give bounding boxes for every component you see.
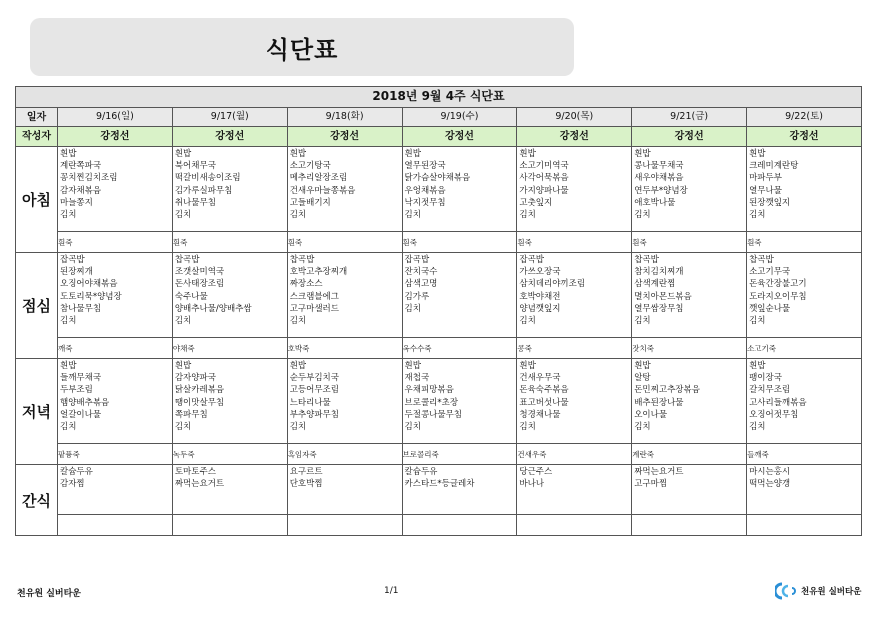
breakfast-porridge: 흰죽 xyxy=(517,232,632,253)
dish-item: 흰밥 xyxy=(519,361,536,371)
lunch-porridge: 야채죽 xyxy=(172,338,287,359)
day-date: 9/20(목) xyxy=(517,108,632,127)
dish-item: 김치 xyxy=(519,210,536,221)
dish-item: 흰밥 xyxy=(634,149,651,159)
breakfast-porridge: 흰죽 xyxy=(747,232,862,253)
dish-item: 고구마찜 xyxy=(634,479,668,490)
dish-item: 쪽파무침 xyxy=(174,409,208,420)
dish-item: 칼슘두유 xyxy=(404,467,438,477)
dish-list xyxy=(747,359,861,434)
dish-item: 재첩국 xyxy=(404,373,430,384)
dish-item: 삼치데리야끼조림 xyxy=(519,279,586,290)
dish-list xyxy=(58,359,172,434)
dish-item: 표고버섯나물 xyxy=(519,397,569,408)
dish-item: 된장깻잎지 xyxy=(749,197,791,208)
dish-item: 김치 xyxy=(634,422,651,433)
dinner-porridge: 녹두죽 xyxy=(172,444,287,465)
dish-list xyxy=(517,253,631,328)
snack-porridge xyxy=(402,515,517,536)
dish-list xyxy=(632,147,746,222)
dish-item: 마늘쫑지 xyxy=(60,197,93,208)
lunch-cell xyxy=(172,253,287,338)
dish-item: 흰밥 xyxy=(174,149,192,159)
day-writer: 강정선 xyxy=(747,127,862,147)
dinner-cell xyxy=(517,359,632,444)
dish-item: 된장찌개 xyxy=(60,267,93,278)
snack-cell xyxy=(58,465,173,515)
dinner-side-row xyxy=(16,444,862,465)
lunch-porridge: 깨죽 xyxy=(58,338,173,359)
dish-item: 청경채나물 xyxy=(519,409,561,420)
dish-list xyxy=(288,359,402,434)
dish-item: 흰밥 xyxy=(60,361,77,371)
lunch-cell xyxy=(632,253,747,338)
dish-item: 갈치무조림 xyxy=(749,385,791,396)
snack-label: 간식 xyxy=(16,465,58,536)
dish-item: 삼색고명 xyxy=(404,279,438,290)
title-banner xyxy=(30,18,574,76)
dish-item: 돈육간장불고기 xyxy=(749,279,807,290)
breakfast-label: 아침 xyxy=(16,147,58,253)
dish-item: 김치 xyxy=(404,210,421,221)
snack-cell xyxy=(402,465,517,515)
dish-item: 사각어묵볶음 xyxy=(519,173,569,184)
dish-item: 오징어젓무침 xyxy=(749,409,799,420)
snack-cell xyxy=(747,465,862,515)
lunch-side-row xyxy=(16,338,862,359)
dish-item: 우엉채볶음 xyxy=(404,185,446,196)
dish-list xyxy=(173,253,287,328)
snack-cell xyxy=(172,465,287,515)
dish-item: 감자찜 xyxy=(60,479,85,490)
lunch-cell xyxy=(287,253,402,338)
dinner-porridge: 들깨죽 xyxy=(747,444,862,465)
dish-item: 김치 xyxy=(174,422,192,433)
dish-item: 조갯살미역국 xyxy=(174,267,225,278)
dish-item: 찹곡밥 xyxy=(634,255,659,265)
dish-item: 김치 xyxy=(60,422,77,433)
dish-item: 흰밥 xyxy=(289,361,307,371)
dish-item: 흰밥 xyxy=(519,149,536,159)
lunch-porridge: 소고기죽 xyxy=(747,338,862,359)
dish-item: 바나나 xyxy=(519,479,545,490)
dish-item: 김치 xyxy=(174,210,192,221)
dish-item: 가쓰오장국 xyxy=(519,267,561,278)
breakfast-cell xyxy=(172,147,287,232)
dish-item: 칼슘두유 xyxy=(60,467,93,477)
dish-item: 양배추나물/양배추쌈 xyxy=(174,303,252,314)
dish-item: 브로콜리*초장 xyxy=(404,397,459,408)
writer-row xyxy=(16,127,862,147)
dish-list xyxy=(288,253,402,328)
lunch-cell xyxy=(402,253,517,338)
dish-item: 알탕 xyxy=(634,373,651,384)
dish-item: 닭살카레볶음 xyxy=(174,385,225,396)
dish-item: 고들배기지 xyxy=(289,197,331,208)
dish-item: 얼갈이나물 xyxy=(60,409,102,420)
dinner-cell xyxy=(632,359,747,444)
dish-item: 떡갈비새송이조림 xyxy=(174,173,241,184)
snack-cell xyxy=(517,465,632,515)
day-date: 9/19(수) xyxy=(402,108,517,127)
day-writer: 강정선 xyxy=(58,127,173,147)
breakfast-cell xyxy=(287,147,402,232)
date-row xyxy=(16,108,862,127)
meal-plan-table xyxy=(15,86,862,536)
dish-item: 찹곡밥 xyxy=(289,255,315,265)
dinner-porridge: 건새우죽 xyxy=(517,444,632,465)
dish-item: 두절콩나물무침 xyxy=(404,409,463,420)
dish-item: 도토리묵*양념장 xyxy=(60,291,122,302)
dish-item: 김가루실파무침 xyxy=(174,185,233,196)
dish-item: 열무나물 xyxy=(749,185,782,196)
day-writer: 강정선 xyxy=(517,127,632,147)
dish-item: 꽁치찐김치조림 xyxy=(60,173,118,184)
dish-item: 팽이장국 xyxy=(749,373,782,384)
breakfast-cell xyxy=(747,147,862,232)
snack-side-row xyxy=(16,515,862,536)
dish-item: 잡곡밥 xyxy=(404,255,430,265)
dish-item: 느타리나물 xyxy=(289,397,331,408)
snack-porridge xyxy=(58,515,173,536)
dish-item: 김치 xyxy=(519,422,536,433)
dish-item: 흰밥 xyxy=(174,361,192,371)
dish-item: 두부조림 xyxy=(60,385,93,396)
dish-item: 김치 xyxy=(174,316,192,327)
dish-item: 김치 xyxy=(749,316,766,327)
dish-item: 순두부김치국 xyxy=(289,373,339,384)
dish-list xyxy=(747,465,861,491)
dish-list xyxy=(632,465,746,491)
dish-list xyxy=(173,359,287,434)
writer-row-label: 작성자 xyxy=(16,127,58,147)
dish-item: 도라지오이무침 xyxy=(749,291,807,302)
dish-item: 건새우무국 xyxy=(519,373,561,384)
breakfast-porridge: 흰죽 xyxy=(287,232,402,253)
page-title: 식단표 xyxy=(265,36,339,64)
dinner-porridge: 계란죽 xyxy=(632,444,747,465)
dish-item: 우채피망볶음 xyxy=(404,385,454,396)
week-title-row xyxy=(16,87,862,108)
dish-list xyxy=(632,253,746,328)
dinner-row xyxy=(16,359,862,444)
dish-item: 열무된장국 xyxy=(404,161,446,172)
dish-item: 떡먹는양갱 xyxy=(749,479,791,490)
dish-item: 흰밥 xyxy=(749,149,766,159)
dish-item: 김치 xyxy=(404,422,421,433)
dish-item: 햄양배추볶음 xyxy=(60,397,110,408)
dish-item: 김치 xyxy=(749,210,766,221)
day-writer: 강정선 xyxy=(632,127,747,147)
snack-cell xyxy=(632,465,747,515)
dish-item: 호박야채전 xyxy=(519,291,561,302)
dish-item: 잡곡밥 xyxy=(519,255,545,265)
dish-item: 흰밥 xyxy=(404,149,421,159)
breakfast-cell xyxy=(632,147,747,232)
dish-list xyxy=(517,359,631,434)
snack-porridge xyxy=(172,515,287,536)
dish-item: 호박고추장찌개 xyxy=(289,267,348,278)
dish-item: 애호박나물 xyxy=(634,197,676,208)
dish-item: 짜먹는요거트 xyxy=(174,479,225,490)
dish-item: 고춧잎지 xyxy=(519,197,553,208)
dish-list xyxy=(403,359,517,434)
breakfast-porridge: 흰죽 xyxy=(172,232,287,253)
dish-item: 참치김치찌개 xyxy=(634,267,684,278)
dish-item: 흰밥 xyxy=(404,361,421,371)
dish-list xyxy=(747,147,861,222)
dish-list xyxy=(403,465,517,491)
dish-list xyxy=(58,147,172,222)
dish-item: 양념깻잎지 xyxy=(519,303,561,314)
breakfast-row xyxy=(16,147,862,232)
breakfast-cell xyxy=(402,147,517,232)
dish-item: 감자양파국 xyxy=(174,373,216,384)
dinner-cell xyxy=(287,359,402,444)
dish-item: 고등어무조림 xyxy=(289,385,339,396)
dish-item: 부추양파무침 xyxy=(289,409,339,420)
snack-porridge xyxy=(747,515,862,536)
dish-list xyxy=(173,147,287,222)
lunch-cell xyxy=(58,253,173,338)
dish-item: 김치 xyxy=(404,303,421,314)
dish-item: 콩나물무채국 xyxy=(634,161,684,172)
dish-list xyxy=(747,253,861,328)
dish-list xyxy=(288,147,402,222)
dish-item: 김가루 xyxy=(404,291,430,302)
dinner-label: 저녁 xyxy=(16,359,58,465)
day-writer: 강정선 xyxy=(287,127,402,147)
day-date: 9/18(화) xyxy=(287,108,402,127)
dish-item: 돈육숙주볶음 xyxy=(519,385,569,396)
dish-item: 돈사태장조림 xyxy=(174,279,225,290)
logo-text: 천유원 실버타운 xyxy=(801,587,862,597)
day-date: 9/21(금) xyxy=(632,108,747,127)
dish-item: 흰밥 xyxy=(749,361,766,371)
dinner-porridge: 흑임자죽 xyxy=(287,444,402,465)
dish-list xyxy=(403,147,517,222)
week-title: 2018년 9월 4주 식단표 xyxy=(16,87,862,108)
footer-org: 천유원 실버타운 xyxy=(17,589,81,599)
lunch-porridge: 콩죽 xyxy=(517,338,632,359)
dish-item: 열무쌈장무침 xyxy=(634,303,684,314)
dish-item: 흰밥 xyxy=(289,149,307,159)
dish-item: 땡이맛살무침 xyxy=(174,397,225,408)
lunch-row xyxy=(16,253,862,338)
dish-item: 오징어야채볶음 xyxy=(60,279,118,290)
snack-porridge xyxy=(517,515,632,536)
breakfast-side-row xyxy=(16,232,862,253)
dish-item: 찹곡밥 xyxy=(749,255,774,265)
dish-item: 스크램블에그 xyxy=(289,291,339,302)
lunch-porridge: 옥수수죽 xyxy=(402,338,517,359)
dish-item: 새우야채볶음 xyxy=(634,173,684,184)
breakfast-porridge: 흰죽 xyxy=(402,232,517,253)
dinner-cell xyxy=(747,359,862,444)
breakfast-porridge: 흰죽 xyxy=(632,232,747,253)
lunch-cell xyxy=(517,253,632,338)
dish-item: 김치 xyxy=(289,422,307,433)
dish-list xyxy=(632,359,746,434)
dish-item: 오이나물 xyxy=(634,409,668,420)
snack-row xyxy=(16,465,862,515)
dish-item: 당근주스 xyxy=(519,467,553,477)
lunch-cell xyxy=(747,253,862,338)
dish-item: 닭가슴살야채볶음 xyxy=(404,173,471,184)
lunch-porridge: 호박죽 xyxy=(287,338,402,359)
dish-item: 건새우마늘쫑볶음 xyxy=(289,185,356,196)
lunch-porridge: 잣치죽 xyxy=(632,338,747,359)
dish-item: 카스타드*등글레차 xyxy=(404,479,475,490)
dish-item: 삼색계란찜 xyxy=(634,279,676,290)
day-date: 9/16(일) xyxy=(58,108,173,127)
day-date: 9/22(토) xyxy=(747,108,862,127)
dish-list xyxy=(517,147,631,222)
dish-item: 흰밥 xyxy=(634,361,651,371)
logo-icon xyxy=(775,582,799,600)
dish-item: 김치 xyxy=(60,316,77,327)
dish-item: 김치 xyxy=(634,210,651,221)
snack-porridge xyxy=(632,515,747,536)
dish-item: 가지양파나물 xyxy=(519,185,569,196)
dish-item: 김치 xyxy=(60,210,77,221)
breakfast-porridge: 흰죽 xyxy=(58,232,173,253)
day-date: 9/17(월) xyxy=(172,108,287,127)
dish-list xyxy=(288,465,402,491)
dish-item: 찹곡밥 xyxy=(174,255,200,265)
dish-item: 취나물무침 xyxy=(174,197,216,208)
dish-item: 단호박찜 xyxy=(289,479,323,490)
dish-item: 소고기미역국 xyxy=(519,161,569,172)
dinner-cell xyxy=(402,359,517,444)
dish-item: 크레미계란탕 xyxy=(749,161,799,172)
dish-item: 김치 xyxy=(519,316,536,327)
dish-item: 멸치아몬드볶음 xyxy=(634,291,692,302)
dish-item: 토마토주스 xyxy=(174,467,216,477)
dish-item: 김치 xyxy=(634,316,651,327)
dish-item: 감자채볶음 xyxy=(60,185,102,196)
dish-item: 연두부*양념장 xyxy=(634,185,688,196)
lunch-label: 점심 xyxy=(16,253,58,359)
footer-logo xyxy=(775,582,861,600)
dish-list xyxy=(173,465,287,491)
dish-list xyxy=(403,253,517,316)
dish-item: 마시는홍시 xyxy=(749,467,791,477)
dinner-cell xyxy=(58,359,173,444)
dish-item: 참나물무침 xyxy=(60,303,102,314)
dish-list xyxy=(58,465,172,491)
dish-item: 요구르트 xyxy=(289,467,323,477)
dish-item: 계란쪽파국 xyxy=(60,161,102,172)
dinner-porridge: 팥퓽죽 xyxy=(58,444,173,465)
dish-item: 들깨무채국 xyxy=(60,373,102,384)
breakfast-cell xyxy=(58,147,173,232)
dish-item: 메추리알장조림 xyxy=(289,173,348,184)
dish-list xyxy=(517,465,631,491)
dish-item: 북어채무국 xyxy=(174,161,216,172)
footer-page-number: 1/1 xyxy=(384,586,399,596)
dish-item: 김치 xyxy=(749,422,766,433)
breakfast-cell xyxy=(517,147,632,232)
dish-item: 고구마샐러드 xyxy=(289,303,339,314)
snack-porridge xyxy=(287,515,402,536)
dish-item: 고사리들깨볶음 xyxy=(749,397,807,408)
dish-item: 짜먹는요거트 xyxy=(634,467,684,477)
dish-item: 배추된장나물 xyxy=(634,397,684,408)
dish-item: 마파두부 xyxy=(749,173,782,184)
dish-item: 소고기무국 xyxy=(749,267,791,278)
dish-item: 낙지젓무침 xyxy=(404,197,446,208)
dish-item: 숙주나물 xyxy=(174,291,208,302)
dish-item: 깻잎순나물 xyxy=(749,303,791,314)
dish-list xyxy=(58,253,172,328)
dish-item: 김치 xyxy=(289,316,307,327)
date-row-label: 일자 xyxy=(16,108,58,127)
dish-item: 돈민찌고추장볶음 xyxy=(634,385,700,396)
dish-item: 소고기탕국 xyxy=(289,161,331,172)
dish-item: 김치 xyxy=(289,210,307,221)
day-writer: 강정선 xyxy=(402,127,517,147)
dish-item: 흰밥 xyxy=(60,149,77,159)
dinner-cell xyxy=(172,359,287,444)
day-writer: 강정선 xyxy=(172,127,287,147)
snack-cell xyxy=(287,465,402,515)
dish-item: 잡곡밥 xyxy=(60,255,85,265)
dish-item: 잔치국수 xyxy=(404,267,438,278)
dish-item: 짜장소스 xyxy=(289,279,323,290)
dinner-porridge: 브로콜리죽 xyxy=(402,444,517,465)
